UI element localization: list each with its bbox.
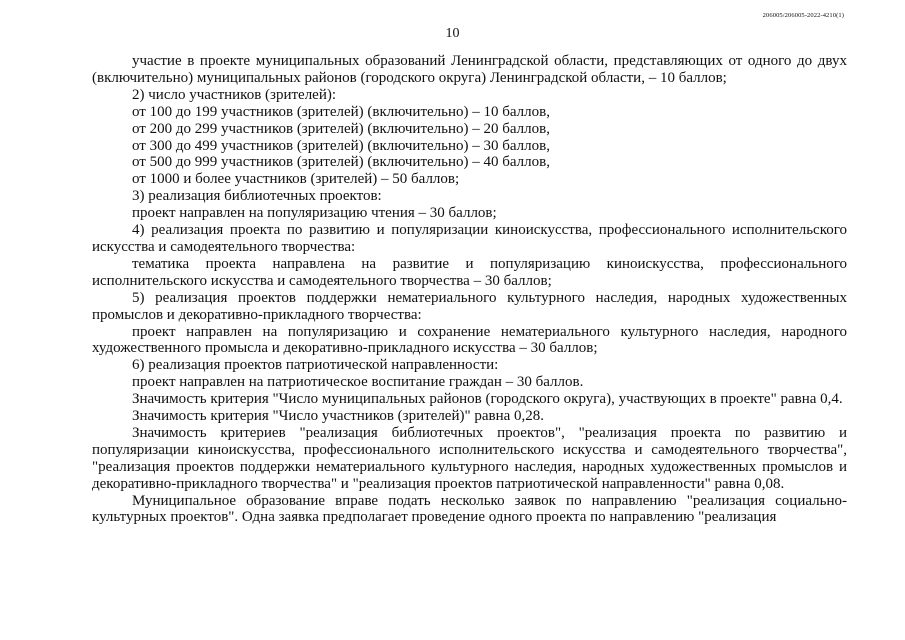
paragraph-weight-municipal-districts: Значимость критерия "Число муниципальных районов (городского округа), участвующих в проекте" равна 0,4. bbox=[132, 391, 843, 408]
list-item-participants-100-199: от 100 до 199 участников (зрителей) (включительно) – 10 баллов, bbox=[132, 103, 550, 120]
paragraph-weight-other-criteria: Значимость критериев "реализация библиотечных проектов", "реализация проекта по развитию и популяризации киноискусства, профессионального исполнительского искусства и самодеятельного творчества", "реализация проектов поддержки нематериального культурного наследия, народных художественных промыслов и декоративно-прикладного творчества" и "реализация проектов патриотической направленности" равна 0,08. bbox=[92, 424, 847, 492]
list-item-participants-200-299: от 200 до 299 участников (зрителей) (включительно) – 20 баллов, bbox=[132, 120, 550, 137]
list-item-participants-300-499: от 300 до 499 участников (зрителей) (включительно) – 30 баллов, bbox=[132, 137, 550, 154]
list-item-patriotic-education: проект направлен на патриотическое воспитание граждан – 30 баллов. bbox=[132, 374, 584, 391]
paragraph-criterion-library-heading: 3) реализация библиотечных проектов: bbox=[132, 188, 382, 205]
document-registration-code: 206005/206005-2022-4210(1) bbox=[762, 12, 844, 19]
paragraph-municipal-participation: участие в проекте муниципальных образований Ленинградской области, представляющих от одного до двух (включительно) муниципальных районов (городского округа) Ленинградской области, – 10 баллов; bbox=[92, 53, 847, 86]
page-number: 10 bbox=[445, 26, 460, 41]
paragraph-weight-participants: Значимость критерия "Число участников (зрителей)" равна 0,28. bbox=[132, 408, 545, 425]
paragraph-criterion-participants-heading: 2) число участников (зрителей): bbox=[132, 86, 337, 103]
list-item-library-reading: проект направлен на популяризацию чтения – 30 баллов; bbox=[132, 205, 497, 222]
document-body bbox=[92, 53, 847, 526]
paragraph-criterion-cinema-heading: 4) реализация проекта по развитию и популяризации киноискусства, профессионального исполнительского искусства и самодеятельного творчества: bbox=[92, 222, 847, 255]
paragraph-criterion-patriotic-heading: 6) реализация проектов патриотической направленности: bbox=[132, 357, 499, 374]
list-item-heritage-popularization: проект направлен на популяризацию и сохранение нематериального культурного наследия, народного художественного промысла и декоративно-прикладного искусства – 30 баллов; bbox=[92, 323, 847, 357]
list-item-participants-1000-plus: от 1000 и более участников (зрителей) – 50 баллов; bbox=[132, 171, 460, 188]
paragraph-criterion-heritage-heading: 5) реализация проектов поддержки нематериального культурного наследия, народных художественных промыслов и декоративно-прикладного творчества: bbox=[92, 289, 847, 323]
list-item-cinema-theme: тематика проекта направлена на развитие и популяризацию киноискусства, профессионального исполнительского искусства и самодеятельного творчества – 30 баллов; bbox=[92, 255, 847, 289]
list-item-participants-500-999: от 500 до 999 участников (зрителей) (включительно) – 40 баллов, bbox=[132, 154, 550, 171]
paragraph-multiple-applications: Муниципальное образование вправе подать несколько заявок по направлению "реализация социально-культурных проектов". Одна заявка предполагает проведение одного проекта по направлению "реализация bbox=[92, 492, 847, 526]
